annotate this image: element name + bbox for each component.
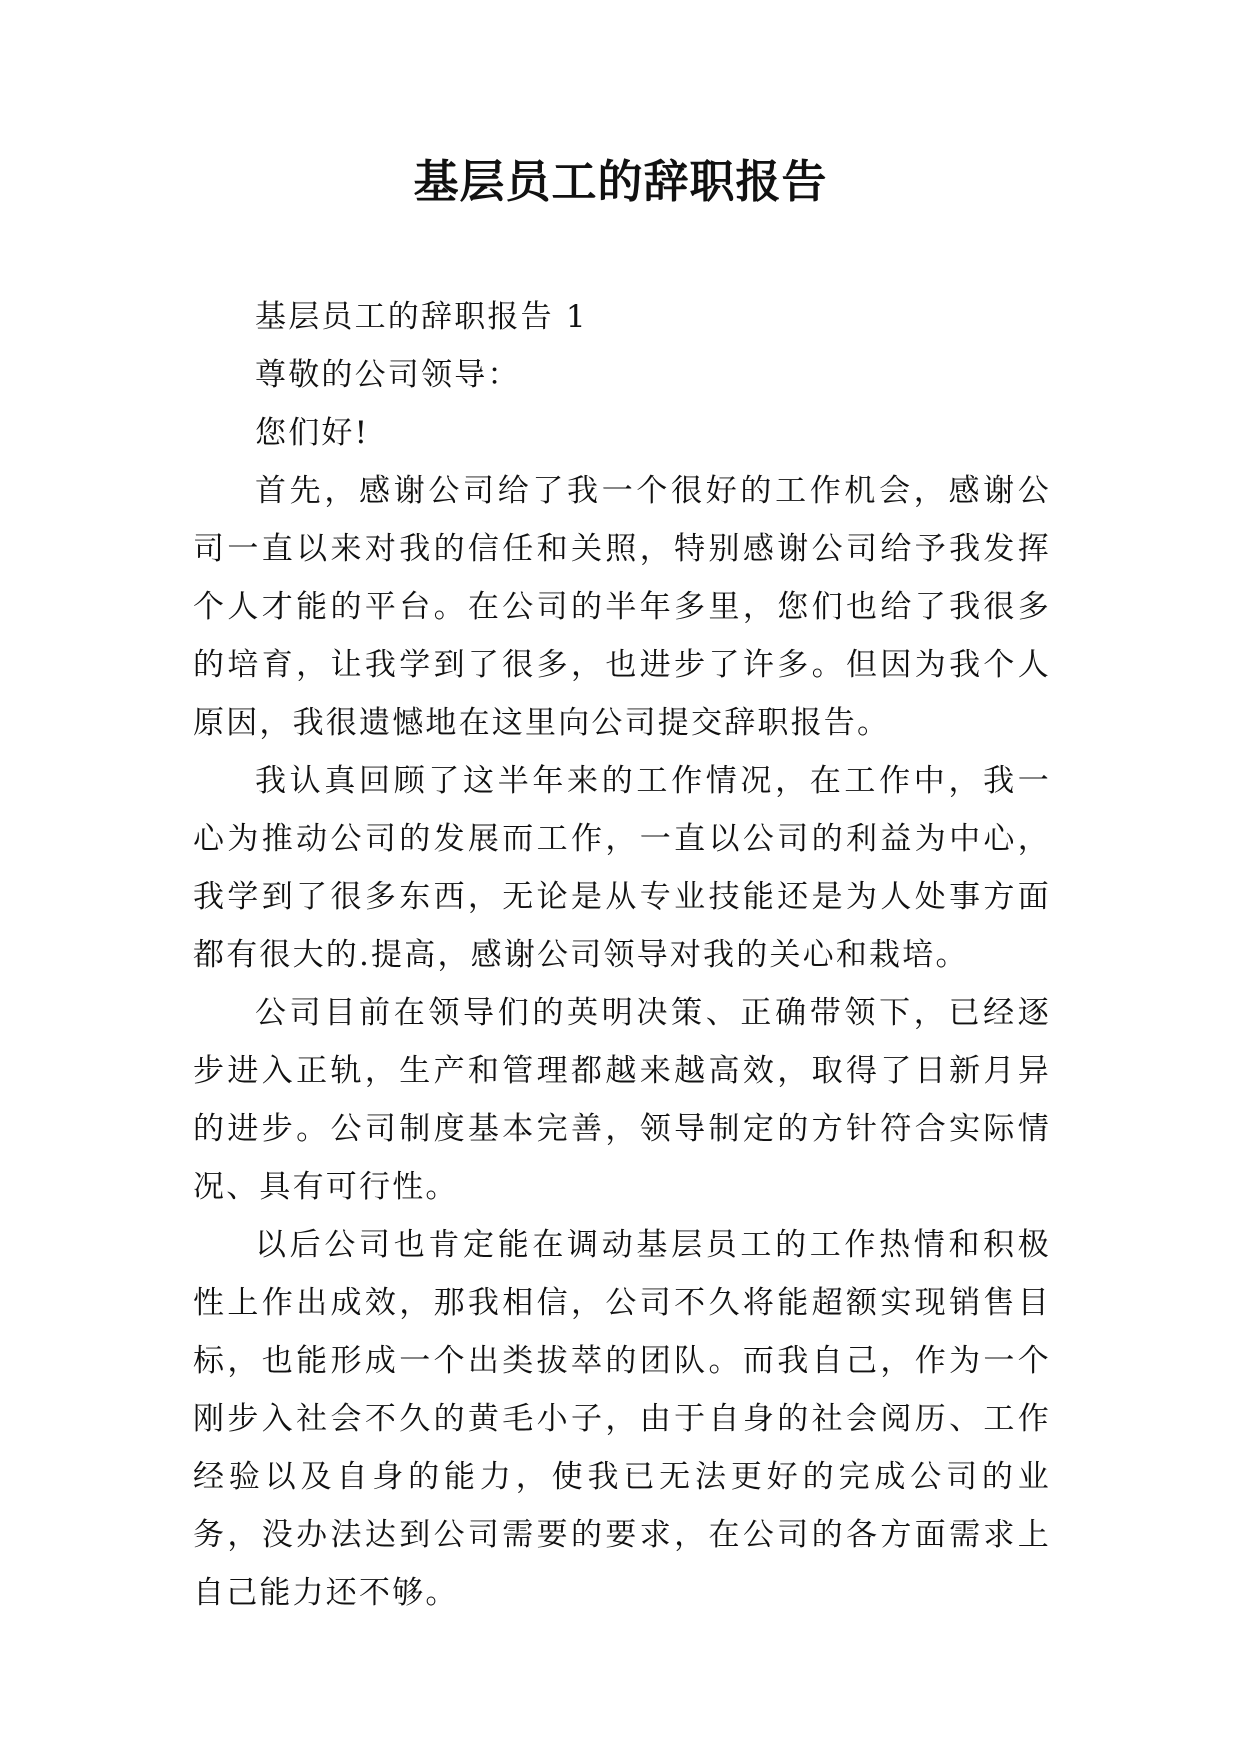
document-title: 基层员工的辞职报告 [413, 155, 828, 208]
document-body [193, 288, 1051, 1622]
paragraph-greeting: 您们好! [255, 415, 370, 451]
paragraph-salutation: 尊敬的公司领导： [255, 357, 521, 393]
paragraph-body-4: 以后公司也肯定能在调动基层员工的工作热情和积极性上作出成效，那我相信，公司不久将能超额实现销售目标，也能形成一个出类拔萃的团队。而我自己，作为一个刚步入社会不久的黄毛小子，由于自身的社会阅历、工作经验以及自身的能力，使我已无法更好的完成公司的业务，没办法达到公司需要的要求，在公司的各方面需求上自己能力还不够。 [193, 1227, 1051, 1611]
paragraph-body-3: 公司目前在领导们的英明决策、正确带领下，已经逐步进入正轨，生产和管理都越来越高效，取得了日新月异的进步。公司制度基本完善，领导制定的方针符合实际情况、具有可行性。 [193, 995, 1051, 1205]
paragraph-body-1: 首先，感谢公司给了我一个很好的工作机会，感谢公司一直以来对我的信任和关照，特别感谢公司给予我发挥个人才能的平台。在公司的半年多里，您们也给了我很多的培育，让我学到了很多，也进步了许多。但因为我个人原因，我很遗憾地在这里向公司提交辞职报告。 [193, 473, 1051, 741]
paragraph-body-2: 我认真回顾了这半年来的工作情况，在工作中，我一心为推动公司的发展而工作，一直以公司的利益为中心，我学到了很多东西，无论是从专业技能还是为人处事方面都有很大的.提高，感谢公司领导对我的关心和栽培。 [193, 763, 1051, 973]
paragraph-heading: 基层员工的辞职报告 1 [255, 299, 588, 335]
